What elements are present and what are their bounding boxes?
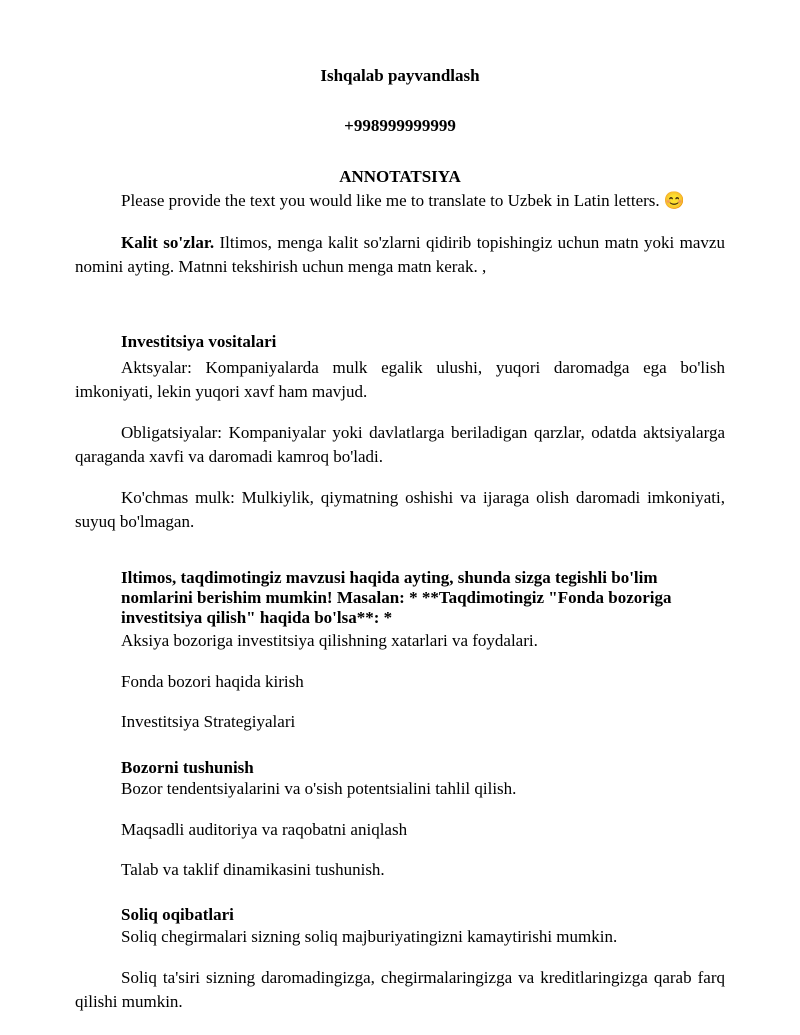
market-item: Maqsadli auditoriya va raqobatni aniqlash (121, 820, 408, 839)
investment-heading: Investitsiya vositalari (121, 332, 277, 351)
investment-paragraph-bonds: Obligatsiyalar: Kompaniyalar yoki davlatlarga beriladigan qarzlar, odatda aktsiyalarga qaraganda xavfi va daromadi kamroq bo'ladi. (75, 423, 725, 466)
market-item: Talab va taklif dinamikasini tushunish. (121, 860, 385, 879)
tax-heading: Soliq oqibatlari (121, 905, 234, 924)
investment-paragraph-stocks: Aktsyalar: Kompaniyalarda mulk egalik ulushi, yuqori daromadga ega bo'lish imkoniyati, lekin yuqori xavf ham mavjud. (75, 358, 725, 401)
keywords-text: Iltimos, menga kalit so'zlarni qidirib topishingiz uchun matn yoki mavzu nomini ayting. Matnni tekshirish uchun menga matn kerak. , (75, 233, 725, 276)
tax-item: Soliq chegirmalari sizning soliq majburiyatingizni kamaytirishi mumkin. (121, 927, 618, 946)
request-item: Aksiya bozoriga investitsiya qilishning xatarlari va foydalari. (121, 631, 538, 650)
document-title: Ishqalab payvandlash (320, 66, 480, 85)
keywords-paragraph (75, 231, 725, 279)
request-item: Investitsiya Strategiyalari (121, 712, 296, 731)
request-item: Fonda bozori haqida kirish (121, 672, 304, 691)
tax-paragraph: Soliq ta'siri sizning daromadingizga, chegirmalaringizga va kreditlaringizga qarab farq qilishi mumkin. (75, 968, 725, 1011)
keywords-label: Kalit so'zlar. (121, 233, 215, 252)
market-heading: Bozorni tushunish (121, 758, 254, 777)
annotation-heading: ANNOTATSIYA (339, 167, 461, 186)
phone-number: +998999999999 (344, 116, 456, 135)
market-item: Bozor tendentsiyalarini va o'sish potentsialini tahlil qilish. (121, 779, 517, 798)
intro-text: Please provide the text you would like me to translate to Uzbek in Latin letters. 😊 (121, 191, 686, 210)
investment-paragraph-realestate: Ko'chmas mulk: Mulkiylik, qiymatning oshishi va ijaraga olish daromadi imkoniyati, suyuq bo'lmagan. (75, 488, 725, 531)
request-block: Iltimos, taqdimotingiz mavzusi haqida ayting, shunda sizga tegishli bo'lim nomlarini berishim mumkin! Masalan: * **Taqdimotingiz "Fonda bozoriga investitsiya qilish" haqida bo'lsa**: * (121, 568, 672, 627)
